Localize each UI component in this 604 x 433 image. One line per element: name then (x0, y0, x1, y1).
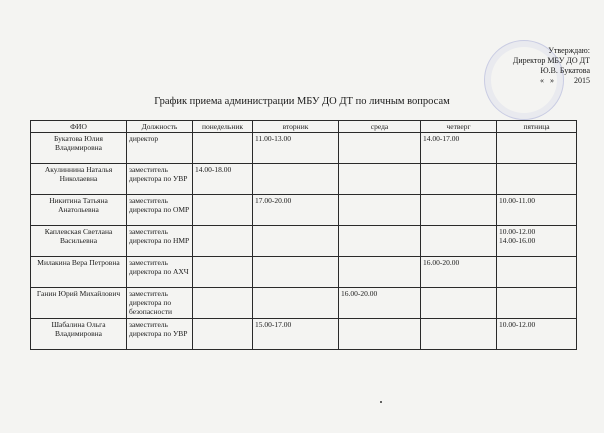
cell-fio: Ганин Юрий Михайлович (31, 288, 127, 319)
table-row (31, 288, 577, 319)
cell-wednesday (339, 164, 421, 195)
cell-friday (497, 133, 577, 164)
cell-friday: 10.00-11.00 (497, 195, 577, 226)
approval-line-1: Утверждаю: (548, 46, 590, 55)
cell-tuesday: 15.00-17.00 (253, 319, 339, 350)
cell-position: заместитель директора по безопасности (127, 288, 193, 319)
cell-fio: Акулиннина Наталья Николаевна (31, 164, 127, 195)
cell-monday (193, 133, 253, 164)
cell-thursday: 14.00-17.00 (421, 133, 497, 164)
cell-tuesday: 11.00-13.00 (253, 133, 339, 164)
table-row (31, 319, 577, 350)
table-row (31, 164, 577, 195)
cell-thursday (421, 319, 497, 350)
cell-monday: 14.00-18.00 (193, 164, 253, 195)
cell-fio: Милакина Вера Петровна (31, 257, 127, 288)
document-title: График приема администрации МБУ ДО ДТ по личным вопросам (154, 96, 450, 107)
cell-fio: Шабалина Ольга Владимировна (31, 319, 127, 350)
cell-tuesday (253, 257, 339, 288)
cell-thursday (421, 164, 497, 195)
cell-friday (497, 257, 577, 288)
header-tuesday: вторник (253, 121, 339, 133)
cell-thursday: 16.00-20.00 (421, 257, 497, 288)
cell-wednesday (339, 319, 421, 350)
header-monday: понедельник (193, 121, 253, 133)
table-row (31, 226, 577, 257)
cell-thursday (421, 288, 497, 319)
cell-wednesday (339, 133, 421, 164)
header-friday: пятница (497, 121, 577, 133)
header-row (31, 121, 577, 133)
cell-tuesday (253, 226, 339, 257)
cell-position: заместитель директора по ОМР (127, 195, 193, 226)
cell-wednesday: 16.00-20.00 (339, 288, 421, 319)
cell-friday: 10.00-12.00 (497, 319, 577, 350)
cell-position: заместитель директора по НМР (127, 226, 193, 257)
header-fio: ФИО (31, 121, 127, 133)
cell-fio: Никитина Татьяна Анатольевна (31, 195, 127, 226)
header-wednesday: среда (339, 121, 421, 133)
table-row (31, 133, 577, 164)
header-thursday: четверг (421, 121, 497, 133)
cell-tuesday (253, 288, 339, 319)
cell-tuesday: 17.00-20.00 (253, 195, 339, 226)
cell-position: заместитель директора по УВР (127, 319, 193, 350)
cell-wednesday (339, 226, 421, 257)
cell-thursday (421, 195, 497, 226)
cell-thursday (421, 226, 497, 257)
cell-monday (193, 257, 253, 288)
cell-monday (193, 319, 253, 350)
cell-position: заместитель директора по УВР (127, 164, 193, 195)
cell-wednesday (339, 257, 421, 288)
cell-monday (193, 226, 253, 257)
header-position: Должность (127, 121, 193, 133)
cell-friday (497, 288, 577, 319)
approval-line-2: Директор МБУ ДО ДТ (512, 56, 590, 65)
table-row (31, 195, 577, 226)
table-row (31, 257, 577, 288)
page-mark (380, 401, 382, 403)
cell-position: заместитель директора по АХЧ (127, 257, 193, 288)
cell-monday (193, 195, 253, 226)
cell-wednesday (339, 195, 421, 226)
cell-fio: Каплевская Светлана Васильевна (31, 226, 127, 257)
cell-friday (497, 164, 577, 195)
schedule-table (30, 120, 577, 350)
approval-line-3: Ю.В. Букатова (540, 66, 590, 75)
cell-friday: 10.00-12.00 14.00-16.00 (497, 226, 577, 257)
approval-line-4: « » 2015 (540, 76, 590, 85)
cell-monday (193, 288, 253, 319)
approval-block (513, 46, 590, 86)
cell-position: директор (127, 133, 193, 164)
cell-tuesday (253, 164, 339, 195)
cell-fio: Букатова Юлия Владимировна (31, 133, 127, 164)
